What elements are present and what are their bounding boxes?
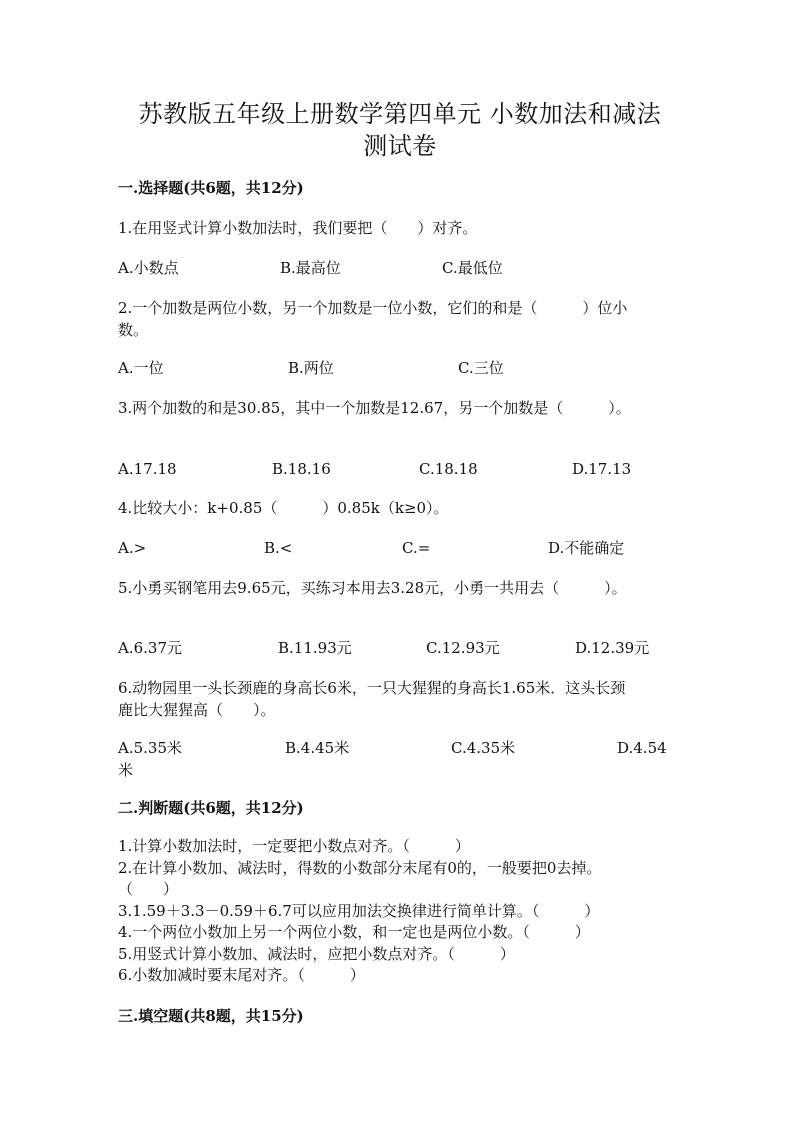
section-heading-judge: 二.判断题(共6题，共12分)	[118, 799, 304, 817]
judge-item-3: 3.1.59＋3.3－0.59＋6.7可以应用加法交换律进行简单计算。（ ）	[118, 902, 600, 920]
question-1-option-c: C.最低位	[442, 259, 503, 277]
exam-title: 苏教版五年级上册数学第四单元 小数加法和减法	[138, 100, 662, 128]
question-6-option-b: B.4.45米	[285, 739, 350, 757]
question-2-stem-line2: 数。	[118, 321, 149, 339]
question-2-option-b: B.两位	[288, 359, 334, 377]
question-2-option-a: A.一位	[118, 359, 164, 377]
question-5-option-c: C.12.93元	[426, 639, 500, 657]
question-3-option-d: D.17.13	[572, 460, 632, 478]
question-4-option-d: D.不能确定	[548, 539, 625, 557]
question-1-option-a: A.小数点	[118, 259, 179, 277]
question-4-option-a: A.>	[118, 539, 147, 557]
question-2-stem: 2.一个加数是两位小数，另一个加数是一位小数，它们的和是（ ）位小	[118, 299, 628, 317]
question-5-option-a: A.6.37元	[118, 639, 182, 657]
question-6-option-c: C.4.35米	[451, 739, 516, 757]
question-2-option-c: C.三位	[458, 359, 504, 377]
question-3-option-b: B.18.16	[272, 460, 331, 478]
judge-item-4: 4.一个两位小数加上另一个两位小数，和一定也是两位小数。（ ）	[118, 923, 590, 941]
judge-item-2: 2.在计算小数加、减法时，得数的小数部分末尾有0的，一般要把0去掉。	[118, 859, 602, 877]
judge-item-2-bracket: （ ）	[118, 880, 179, 898]
question-3-stem: 3.两个加数的和是30.85，其中一个加数是12.67，另一个加数是（ ）。	[118, 399, 631, 417]
judge-item-5: 5.用竖式计算小数加、减法时，应把小数点对齐。（ ）	[118, 945, 515, 963]
question-5-option-b: B.11.93元	[278, 639, 352, 657]
judge-item-1: 1.计算小数加法时，一定要把小数点对齐。（ ）	[118, 837, 470, 855]
question-6-option-a: A.5.35米	[118, 739, 182, 757]
question-3-option-a: A.17.18	[118, 460, 177, 478]
judge-item-6: 6.小数加减时要末尾对齐。（ ）	[118, 966, 365, 984]
question-4-option-b: B.<	[264, 539, 293, 557]
section-heading-fill: 三.填空题(共8题，共15分)	[118, 1007, 304, 1025]
question-1-option-b: B.最高位	[280, 259, 341, 277]
question-6-option-d: D.4.54	[617, 739, 667, 757]
question-4-stem: 4.比较大小：k+0.85（ ）0.85k（k≥0）。	[118, 499, 449, 517]
question-6-stem: 6.动物园里一头长颈鹿的身高长6米，一只大猩猩的身高长1.65米．这头长颈	[118, 679, 626, 697]
question-5-option-d: D.12.39元	[575, 639, 650, 657]
question-1-stem: 1.在用竖式计算小数加法时，我们要把（ ）对齐。	[118, 219, 478, 237]
exam-title-line2: 测试卷	[363, 132, 437, 160]
question-5-stem: 5.小勇买钢笔用去9.65元，买练习本用去3.28元，小勇一共用去（ ）。	[118, 579, 627, 597]
section-heading-choice: 一.选择题(共6题，共12分)	[118, 179, 304, 197]
question-6-option-d-tail: 米	[118, 761, 134, 779]
question-3-option-c: C.18.18	[419, 460, 478, 478]
question-4-option-c: C.=	[402, 539, 431, 557]
question-6-stem-line2: 鹿比大猩猩高（ ）。	[118, 701, 276, 719]
